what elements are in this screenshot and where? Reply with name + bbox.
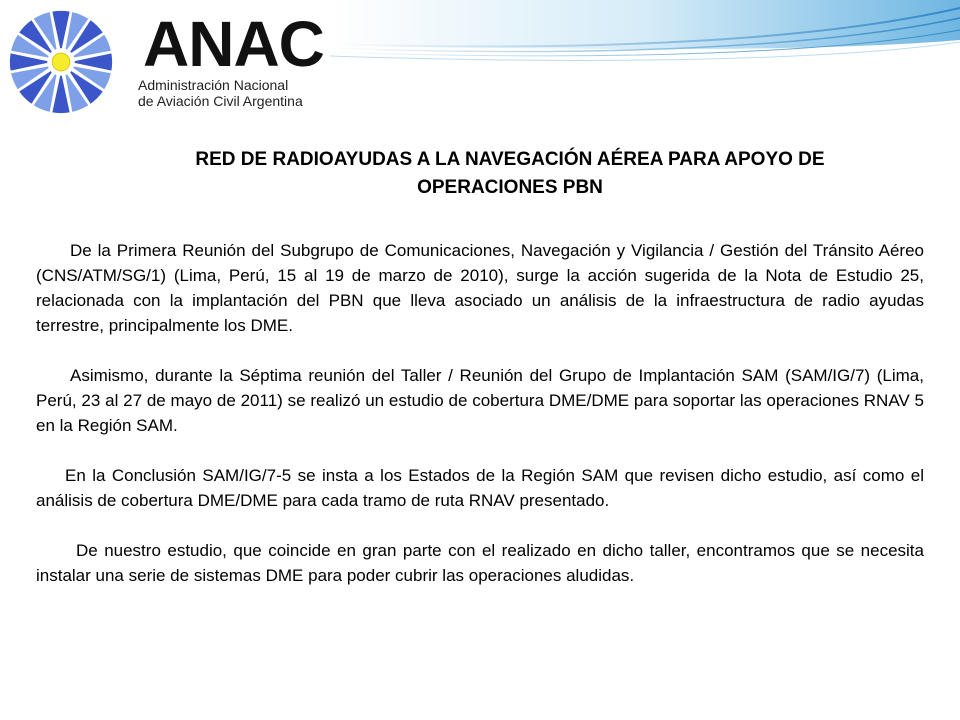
- logo-subtitle-line2: de Aviación Civil Argentina: [138, 93, 303, 109]
- paragraph: En la Conclusión SAM/IG/7-5 se insta a los Estados de la Región SAM que revisen dicho estudio, así como el análisis de cobertura DME/DME para cada tramo de ruta RNAV presentado.: [36, 466, 924, 510]
- paragraph: Asimismo, durante la Séptima reunión del Taller / Reunión del Grupo de Implantación SAM (SAM/IG/7) (Lima, Perú, 23 al 27 de mayo de 2011) se realizó un estudio de cobertura DME/DME para soportar las operaciones RNAV 5 en la Región SAM.: [36, 366, 924, 435]
- page-title: [80, 146, 940, 202]
- body-text: [36, 238, 924, 613]
- title-line1: RED DE RADIOAYUDAS A LA NAVEGACIÓN AÉREA PARA APOYO DE: [195, 149, 825, 170]
- title-line2: OPERACIONES PBN: [417, 177, 603, 198]
- paragraph: De la Primera Reunión del Subgrupo de Comunicaciones, Navegación y Vigilancia / Gestión del Tránsito Aéreo (CNS/ATM/SG/1) (Lima, Perú, 15 al 19 de marzo de 2010), surge la acción sugerida de la Nota de Estudio 25, relacionada con la implantación del PBN que lleva asociado un análisis de la infraestructura de radio ayudas terrestre, principalmente los DME.: [36, 241, 924, 335]
- logo-subtitle-line1: Administración Nacional: [138, 77, 289, 93]
- header: [0, 0, 960, 122]
- logo-wordmark: ANAC: [143, 8, 324, 80]
- anac-emblem-icon: [2, 6, 120, 118]
- paragraph: De nuestro estudio, que coincide en gran parte con el realizado en dicho taller, encontramos que se necesita instalar una serie de sistemas DME para poder cubrir las operaciones aludidas.: [36, 541, 924, 585]
- logo-subtitle: [138, 77, 303, 109]
